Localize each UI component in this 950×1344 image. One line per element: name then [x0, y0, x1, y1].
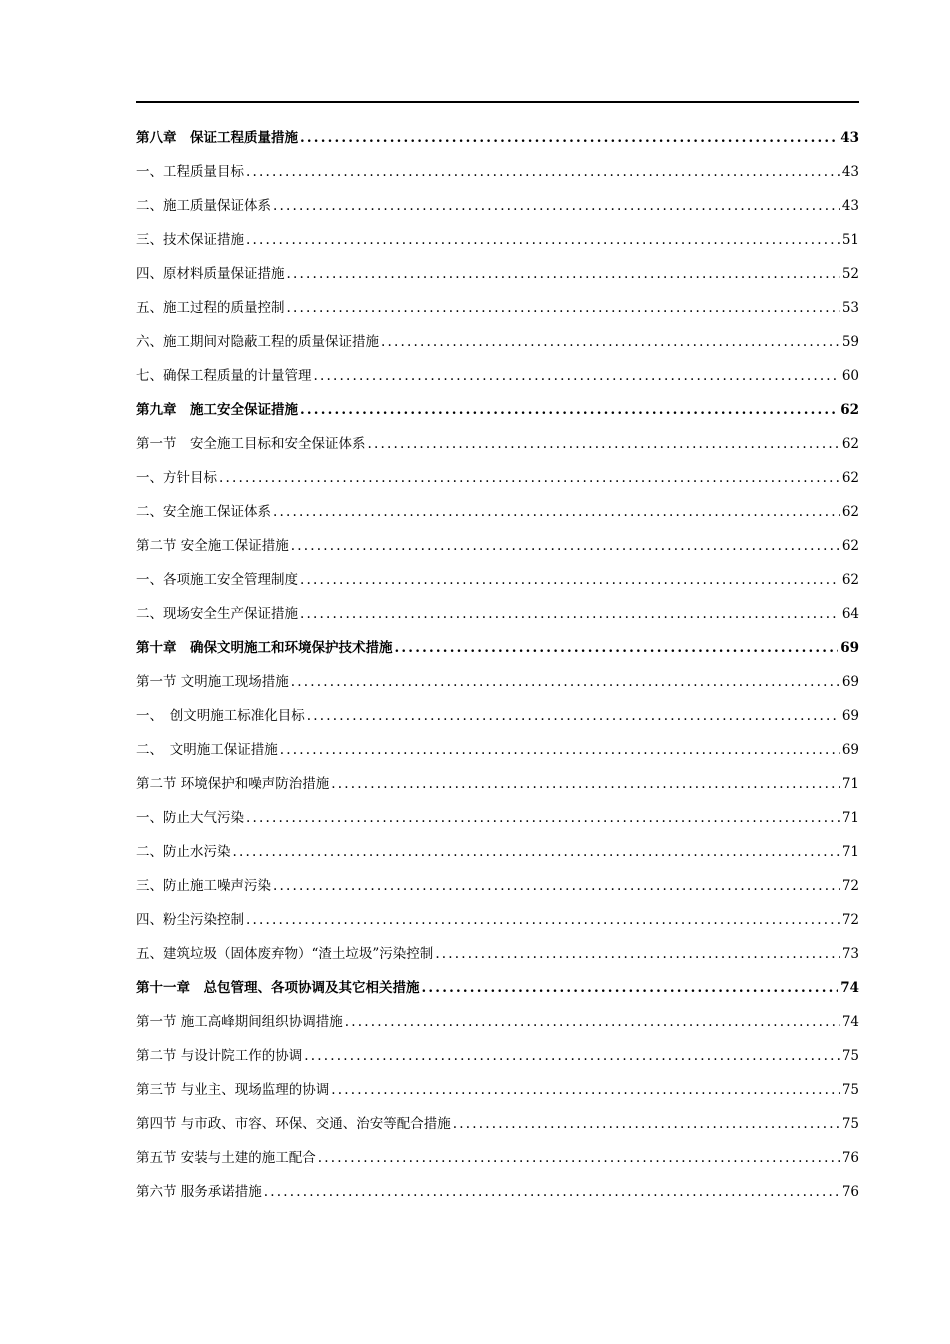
- dot-leader: [264, 1175, 840, 1209]
- toc-entry-title: 第一节 施工高峰期间组织协调措施: [136, 1014, 343, 1030]
- toc-entry[interactable]: [136, 937, 859, 971]
- toc-chapter-entry[interactable]: [136, 121, 859, 155]
- toc-entry-title: 二、 文明施工保证措施: [136, 742, 278, 758]
- dot-leader: [300, 121, 838, 155]
- toc-entry[interactable]: [136, 223, 859, 257]
- toc-page-number: 75: [841, 1116, 859, 1132]
- toc-entry-title: 一、防止大气污染: [136, 810, 244, 826]
- toc-entry-title: 五、建筑垃圾（固体废弃物）“渣土垃圾”污染控制: [136, 946, 434, 962]
- toc-entry-title: 二、安全施工保证体系: [136, 504, 271, 520]
- toc-entry-title: 第四节 与市政、市容、环保、交通、治安等配合措施: [136, 1116, 451, 1132]
- toc-entry-title: 三、防止施工噪声污染: [136, 878, 271, 894]
- toc-entry[interactable]: [136, 1175, 859, 1209]
- toc-entry-title: 第二节 安全施工保证措施: [136, 538, 289, 554]
- toc-page-number: 62: [841, 572, 859, 588]
- toc-entry-title: 第八章 保证工程质量措施: [136, 130, 298, 146]
- toc-page-number: 60: [841, 368, 859, 384]
- toc-chapter-entry[interactable]: [136, 393, 859, 427]
- dot-leader: [233, 835, 840, 869]
- toc-page-number: 76: [841, 1150, 859, 1166]
- dot-leader: [368, 427, 840, 461]
- dot-leader: [381, 325, 840, 359]
- dot-leader: [300, 393, 838, 427]
- toc-entry[interactable]: [136, 801, 859, 835]
- dot-leader: [300, 597, 840, 631]
- toc-page-number: 69: [841, 742, 859, 758]
- toc-entry-title: 第一节 安全施工目标和安全保证体系: [136, 436, 366, 452]
- toc-entry-title: 一、工程质量目标: [136, 164, 244, 180]
- dot-leader: [453, 1107, 840, 1141]
- dot-leader: [246, 801, 840, 835]
- toc-entry-title: 七、确保工程质量的计量管理: [136, 368, 312, 384]
- dot-leader: [304, 1039, 840, 1073]
- table-of-contents: [136, 121, 859, 1209]
- toc-page-number: 43: [841, 198, 859, 214]
- toc-entry[interactable]: [136, 1107, 859, 1141]
- toc-entry[interactable]: [136, 1073, 859, 1107]
- dot-leader: [287, 257, 840, 291]
- toc-page-number: 71: [841, 844, 859, 860]
- toc-page-number: 62: [841, 538, 859, 554]
- toc-entry[interactable]: [136, 1039, 859, 1073]
- toc-page-number: 64: [841, 606, 859, 622]
- dot-leader: [331, 767, 840, 801]
- toc-entry[interactable]: [136, 155, 859, 189]
- toc-page-number: 53: [841, 300, 859, 316]
- dot-leader: [219, 461, 840, 495]
- toc-entry-title: 一、各项施工安全管理制度: [136, 572, 298, 588]
- toc-entry-title: 四、原材料质量保证措施: [136, 266, 285, 282]
- dot-leader: [273, 869, 840, 903]
- toc-page-number: 74: [841, 1014, 859, 1030]
- toc-entry-title: 第五节 安装与土建的施工配合: [136, 1150, 316, 1166]
- toc-entry-title: 二、现场安全生产保证措施: [136, 606, 298, 622]
- toc-entry[interactable]: [136, 291, 859, 325]
- toc-page-number: 75: [841, 1082, 859, 1098]
- toc-page-number: 74: [840, 980, 859, 996]
- toc-entry-title: 二、防止水污染: [136, 844, 231, 860]
- toc-page-number: 72: [841, 912, 859, 928]
- toc-page-number: 75: [841, 1048, 859, 1064]
- toc-page-number: 62: [841, 470, 859, 486]
- toc-page-number: 52: [841, 266, 859, 282]
- toc-page-number: 62: [841, 436, 859, 452]
- toc-entry-title: 第十章 确保文明施工和环境保护技术措施: [136, 640, 393, 656]
- toc-entry[interactable]: [136, 665, 859, 699]
- toc-entry-title: 一、方针目标: [136, 470, 217, 486]
- toc-entry[interactable]: [136, 427, 859, 461]
- dot-leader: [246, 903, 840, 937]
- dot-leader: [314, 359, 840, 393]
- dot-leader: [291, 665, 840, 699]
- toc-entry-title: 六、施工期间对隐蔽工程的质量保证措施: [136, 334, 379, 350]
- dot-leader: [422, 971, 839, 1005]
- dot-leader: [331, 1073, 840, 1107]
- toc-chapter-entry[interactable]: [136, 631, 859, 665]
- toc-page-number: 76: [841, 1184, 859, 1200]
- toc-entry-title: 二、施工质量保证体系: [136, 198, 271, 214]
- toc-page-number: 62: [840, 402, 859, 418]
- toc-entry-title: 第二节 与设计院工作的协调: [136, 1048, 303, 1064]
- toc-entry-title: 第一节 文明施工现场措施: [136, 674, 289, 690]
- toc-entry-title: 第六节 服务承诺措施: [136, 1184, 262, 1200]
- dot-leader: [287, 291, 840, 325]
- dot-leader: [273, 189, 840, 223]
- toc-page-number: 69: [840, 640, 859, 656]
- toc-page-number: 69: [841, 708, 859, 724]
- dot-leader: [246, 223, 840, 257]
- toc-entry-title: 第二节 环境保护和噪声防治措施: [136, 776, 330, 792]
- toc-entry-title: 五、施工过程的质量控制: [136, 300, 285, 316]
- toc-page-number: 62: [841, 504, 859, 520]
- toc-entry[interactable]: [136, 563, 859, 597]
- toc-entry-title: 四、粉尘污染控制: [136, 912, 244, 928]
- toc-entry[interactable]: [136, 359, 859, 393]
- dot-leader: [345, 1005, 840, 1039]
- dot-leader: [273, 495, 840, 529]
- toc-page-number: 73: [841, 946, 859, 962]
- toc-page-number: 71: [841, 776, 859, 792]
- toc-entry[interactable]: [136, 495, 859, 529]
- dot-leader: [435, 937, 840, 971]
- toc-entry[interactable]: [136, 529, 859, 563]
- dot-leader: [300, 563, 840, 597]
- header-rule: [136, 101, 859, 103]
- dot-leader: [280, 733, 840, 767]
- toc-entry[interactable]: [136, 257, 859, 291]
- toc-entry-title: 一、 创文明施工标准化目标: [136, 708, 305, 724]
- toc-entry-title: 第九章 施工安全保证措施: [136, 402, 298, 418]
- toc-page-number: 51: [841, 232, 859, 248]
- toc-entry[interactable]: [136, 903, 859, 937]
- dot-leader: [246, 155, 840, 189]
- toc-page-number: 69: [841, 674, 859, 690]
- dot-leader: [307, 699, 840, 733]
- dot-leader: [318, 1141, 840, 1175]
- toc-page-number: 72: [841, 878, 859, 894]
- toc-page-number: 59: [841, 334, 859, 350]
- toc-chapter-entry[interactable]: [136, 971, 859, 1005]
- dot-leader: [395, 631, 839, 665]
- toc-entry[interactable]: [136, 1141, 859, 1175]
- toc-entry-title: 三、技术保证措施: [136, 232, 244, 248]
- toc-page-number: 71: [841, 810, 859, 826]
- toc-entry-title: 第三节 与业主、现场监理的协调: [136, 1082, 330, 1098]
- toc-entry-title: 第十一章 总包管理、各项协调及其它相关措施: [136, 980, 420, 996]
- toc-entry[interactable]: [136, 325, 859, 359]
- toc-entry[interactable]: [136, 733, 859, 767]
- toc-entry[interactable]: [136, 1005, 859, 1039]
- toc-page-number: 43: [841, 164, 859, 180]
- toc-entry[interactable]: [136, 869, 859, 903]
- toc-entry[interactable]: [136, 835, 859, 869]
- toc-entry[interactable]: [136, 699, 859, 733]
- toc-entry[interactable]: [136, 461, 859, 495]
- toc-entry[interactable]: [136, 767, 859, 801]
- dot-leader: [291, 529, 840, 563]
- toc-entry[interactable]: [136, 597, 859, 631]
- toc-entry[interactable]: [136, 189, 859, 223]
- toc-page-number: 43: [840, 130, 859, 146]
